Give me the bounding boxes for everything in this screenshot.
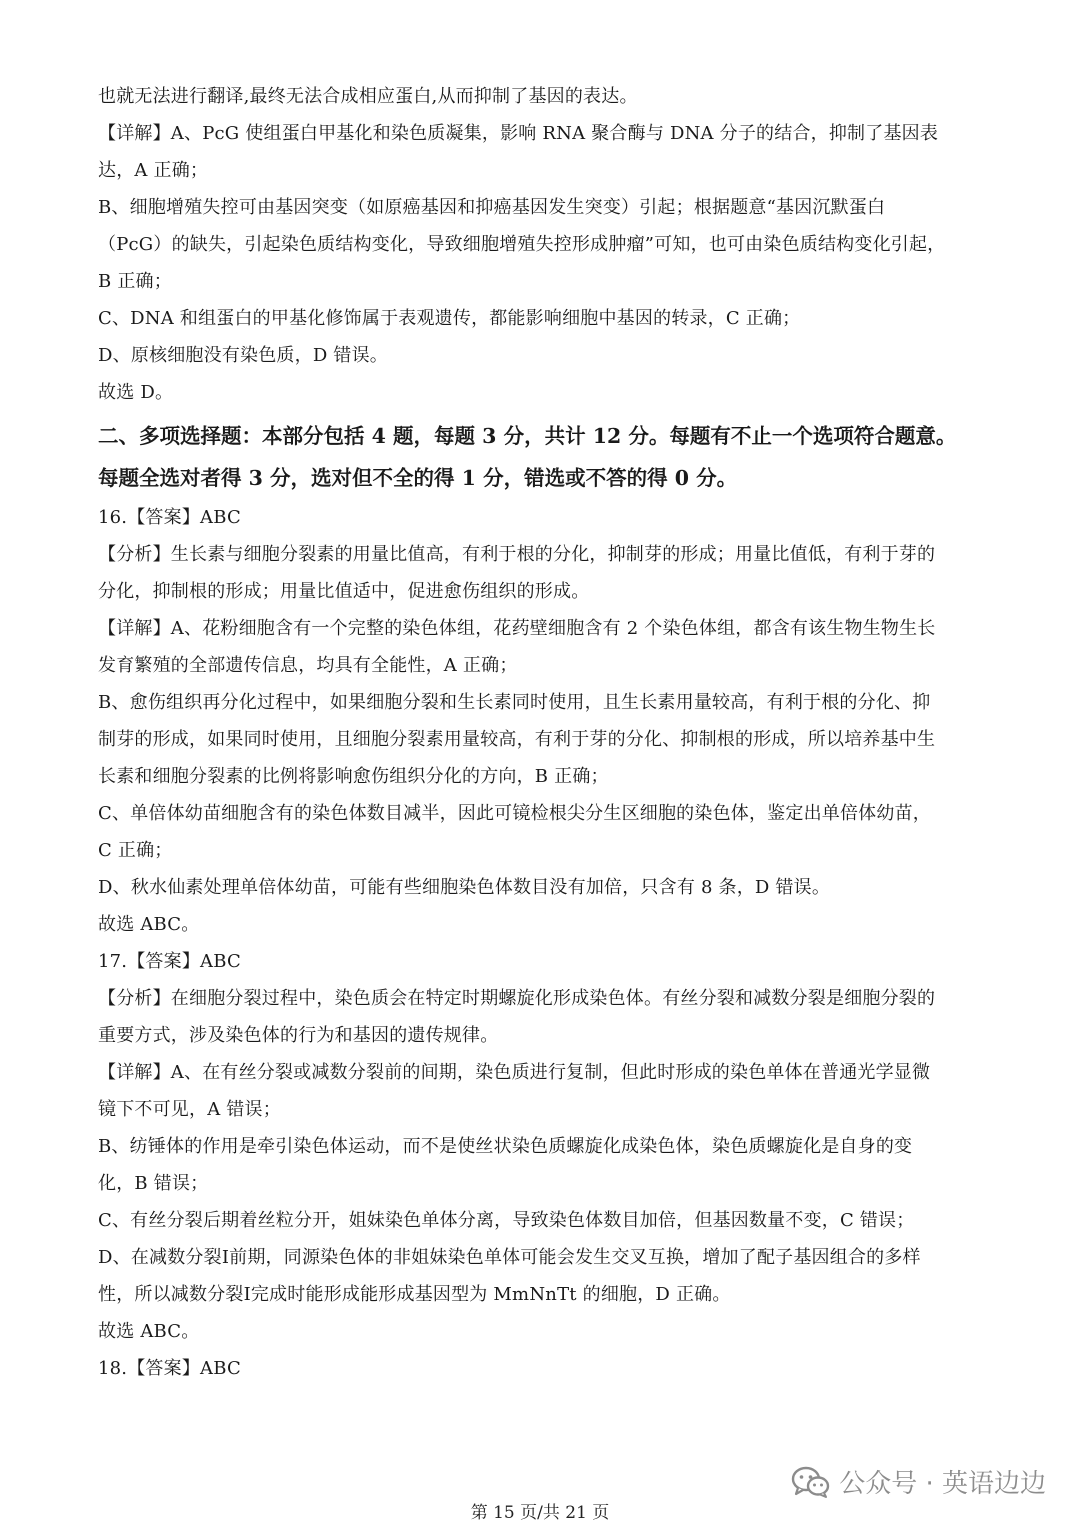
text-line: 镜下不可见，A 错误； xyxy=(98,1099,281,1120)
text-line: B 正确； xyxy=(98,271,172,292)
text-line: B、细胞增殖失控可由基因突变（如原癌基因和抑癌基因发生突变）引起；根据题意“基因沉默蛋白 xyxy=(98,197,886,218)
text-line: 【详解】A、花粉细胞含有一个完整的染色体组，花药壁细胞含有 2 个染色体组，都含有该生物生物生长 xyxy=(98,618,936,639)
text-line: （PcG）的缺失，引起染色质结构变化，导致细胞增殖失控形成肿瘤”可知，也可由染色质结构变化引起， xyxy=(98,234,946,255)
text-line: 【分析】生长素与细胞分裂素的用量比值高，有利于根的分化，抑制芽的形成；用量比值低，有利于芽的 xyxy=(98,544,936,565)
text-line: B、愈伤组织再分化过程中，如果细胞分裂和生长素同时使用，且生长素用量较高，有利于根的分化、抑 xyxy=(98,692,931,713)
text-line: 达，A 正确； xyxy=(98,160,209,181)
text-line: D、秋水仙素处理单倍体幼苗，可能有些细胞染色体数目没有加倍，只含有 8 条，D 错误。 xyxy=(98,877,831,898)
text-line: 长素和细胞分裂素的比例将影响愈伤组织分化的方向，B 正确； xyxy=(98,766,609,787)
text-line: C、DNA 和组蛋白的甲基化修饰属于表观遗传，都能影响细胞中基因的转录，C 正确； xyxy=(98,308,801,329)
text-line: 故选 ABC。 xyxy=(98,1321,200,1342)
text-line: 化，B 错误； xyxy=(98,1173,209,1194)
answer-line: 17.【答案】ABC xyxy=(98,951,241,972)
answer-line: 16.【答案】ABC xyxy=(98,507,241,528)
text-line: 性，所以减数分裂Ⅰ完成时能形成能形成基因型为 MmNnTt 的细胞，D 正确。 xyxy=(98,1284,731,1305)
text-line: 故选 ABC。 xyxy=(98,914,200,935)
text-line: C、单倍体幼苗细胞含有的染色体数目减半，因此可镜检根尖分生区细胞的染色体，鉴定出单倍体幼苗， xyxy=(98,803,931,824)
text-line: 也就无法进行翻译,最终无法合成相应蛋白,从而抑制了基因的表达。 xyxy=(98,86,638,107)
watermark-text: 公众号 · 英语边边 xyxy=(839,1469,1046,1499)
text-line: 【详解】A、在有丝分裂或减数分裂前的间期，染色质进行复制，但此时形成的染色单体在普通光学显微 xyxy=(98,1062,931,1083)
text-line: D、在减数分裂Ⅰ前期，同源染色体的非姐妹染色单体可能会发生交叉互换，增加了配子基因组合的多样 xyxy=(98,1247,921,1268)
page-number: 第 15 页/共 21 页 xyxy=(470,1503,610,1523)
text-line: 制芽的形成，如果同时使用，且细胞分裂素用量较高，有利于芽的分化、抑制根的形成，所以培养基中生 xyxy=(98,729,936,750)
text-line: B、纺锤体的作用是牵引染色体运动，而不是使丝状染色质螺旋化成染色体，染色质螺旋化是自身的变 xyxy=(98,1136,913,1157)
answer-line: 18.【答案】ABC xyxy=(98,1358,241,1379)
text-line: 分化，抑制根的形成；用量比值适中，促进愈伤组织的形成。 xyxy=(98,581,590,602)
text-line: 【详解】A、PcG 使组蛋白甲基化和染色质凝集，影响 RNA 聚合酶与 DNA 分子的结合，抑制了基因表 xyxy=(98,123,939,144)
watermark xyxy=(791,1463,1046,1500)
text-line: 【分析】在细胞分裂过程中，染色质会在特定时期螺旋化形成染色体。有丝分裂和减数分裂是细胞分裂的 xyxy=(98,988,936,1009)
text-line: 故选 D。 xyxy=(98,382,174,403)
wechat-icon xyxy=(791,1465,831,1499)
document-body xyxy=(98,78,978,1387)
text-line: D、原核细胞没有染色质，D 错误。 xyxy=(98,345,388,366)
text-line: 发育繁殖的全部遗传信息，均具有全能性，A 正确； xyxy=(98,655,518,676)
section-heading: 二、多项选择题：本部分包括 4 题，每题 3 分，共计 12 分。每题有不止一个选项符合题意。 xyxy=(98,424,957,448)
text-line: C 正确； xyxy=(98,840,173,861)
text-line: C、有丝分裂后期着丝粒分开，姐妹染色单体分离，导致染色体数目加倍，但基因数量不变，C 错误； xyxy=(98,1210,915,1231)
text-line: 重要方式，涉及染色体的行为和基因的遗传规律。 xyxy=(98,1025,499,1046)
section-heading: 每题全选对者得 3 分，选对但不全的得 1 分，错选或不答的得 0 分。 xyxy=(98,466,738,490)
